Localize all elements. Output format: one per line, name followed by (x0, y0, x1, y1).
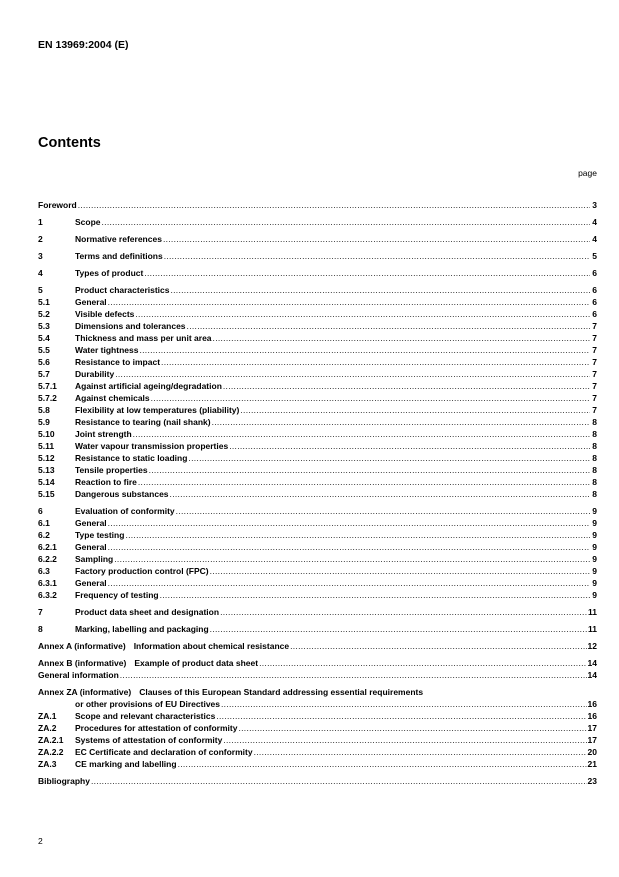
toc-page: 7 (592, 357, 597, 367)
toc-number: 4 (38, 268, 43, 278)
toc-number: 5.2 (38, 309, 50, 319)
toc-page: 16 (587, 711, 597, 721)
dot-leader (102, 216, 590, 228)
toc-entry-foreword[interactable] (38, 199, 597, 211)
dot-leader (229, 440, 590, 452)
toc-entry-annex-a[interactable] (38, 640, 597, 652)
dot-leader (187, 320, 590, 332)
toc-title: Information about chemical resistance (133, 641, 290, 651)
dot-leader (220, 606, 587, 618)
toc-number: 5.7.2 (38, 393, 57, 403)
toc-title: Type testing (75, 530, 125, 540)
toc-entry-5-7-2[interactable] (38, 392, 597, 404)
toc-title: Tensile properties (75, 465, 148, 475)
toc-entry-6-2-1[interactable] (38, 541, 597, 553)
toc-entry-general-information[interactable] (38, 669, 597, 681)
toc-entry-4[interactable] (38, 267, 597, 279)
toc-page: 12 (587, 641, 597, 651)
toc-page: 4 (592, 217, 597, 227)
dot-leader (216, 710, 586, 722)
toc-title: Thickness and mass per unit area (75, 333, 212, 343)
toc-entry-5-5[interactable] (38, 344, 597, 356)
toc-title: General (75, 542, 107, 552)
toc-title: Sampling (75, 554, 114, 564)
toc-title: General (75, 297, 107, 307)
dot-leader (164, 250, 590, 262)
dot-leader (120, 669, 587, 681)
toc-title: Frequency of testing (75, 590, 159, 600)
dot-leader (170, 488, 590, 500)
toc-entry-6-2-2[interactable] (38, 553, 597, 565)
dot-leader (188, 452, 590, 464)
toc-page: 11 (588, 607, 597, 617)
toc-page: 8 (592, 441, 597, 451)
page-number: 2 (38, 836, 43, 846)
dot-leader (138, 476, 590, 488)
dot-leader (139, 344, 590, 356)
toc-title: General (75, 578, 107, 588)
toc-title: Factory production control (FPC) (75, 566, 209, 576)
toc-page: 9 (592, 566, 597, 576)
toc-number: 5.5 (38, 345, 50, 355)
toc-number: 6 (38, 506, 43, 516)
annex-label: Annex ZA (informative) (38, 687, 132, 697)
toc-number: 3 (38, 251, 43, 261)
toc-entry-6[interactable] (38, 505, 597, 517)
toc-title: Types of product (75, 268, 144, 278)
dot-leader (144, 267, 590, 279)
toc-entry-5-9[interactable] (38, 416, 597, 428)
toc-title: Durability (75, 369, 115, 379)
toc-page: 7 (592, 393, 597, 403)
toc-number: 5.12 (38, 453, 55, 463)
contents-heading: Contents (38, 135, 101, 151)
toc-page: 17 (587, 735, 597, 745)
toc-title: CE marking and labelling (75, 759, 177, 769)
toc-number: 2 (38, 234, 43, 244)
toc-number: 6.2 (38, 530, 50, 540)
toc-title: Dangerous substances (75, 489, 169, 499)
toc-page: 6 (592, 285, 597, 295)
dot-leader (170, 284, 590, 296)
toc-title: Scope and relevant characteristics (75, 711, 216, 721)
toc-title: Joint strength (75, 429, 132, 439)
toc-title: Normative references (75, 234, 162, 244)
toc-title: Flexibility at low temperatures (pliability) (75, 405, 240, 415)
toc-number: 5.4 (38, 333, 50, 343)
toc-number: 8 (38, 624, 43, 634)
toc-page: 16 (587, 699, 597, 709)
toc-entry-5-1[interactable] (38, 296, 597, 308)
toc-entry-bibliography[interactable] (38, 775, 597, 787)
toc-entry-1[interactable] (38, 216, 597, 228)
toc-number: 5.15 (38, 489, 55, 499)
toc-page: 9 (592, 578, 597, 588)
dot-leader (125, 529, 590, 541)
toc-title: Evaluation of conformity (75, 506, 175, 516)
toc-page: 7 (592, 321, 597, 331)
page-column-label: page (578, 168, 597, 178)
toc-title: General (75, 518, 107, 528)
toc-entry-5-4[interactable] (38, 332, 597, 344)
toc-page: 8 (592, 489, 597, 499)
toc-page: 7 (592, 369, 597, 379)
toc-page: 9 (592, 590, 597, 600)
toc-page: 8 (592, 429, 597, 439)
toc-entry-6-1[interactable] (38, 517, 597, 529)
toc-number: 6.3 (38, 566, 50, 576)
toc-number: ZA.3 (38, 759, 57, 769)
dot-leader (213, 332, 590, 344)
toc-title: Systems of attestation of conformity (75, 735, 223, 745)
toc-number: ZA.2.2 (38, 747, 64, 757)
toc-page: 6 (592, 309, 597, 319)
toc-title: Water tightness (75, 345, 139, 355)
toc-number: 7 (38, 607, 43, 617)
toc-number: 6.2.1 (38, 542, 57, 552)
toc-title: Visible defects (75, 309, 135, 319)
toc-page: 9 (592, 518, 597, 528)
toc-page: 17 (587, 723, 597, 733)
toc-entry-2[interactable] (38, 233, 597, 245)
toc-entry-7[interactable] (38, 606, 597, 618)
toc-number: 5.10 (38, 429, 55, 439)
toc-number: 6.3.2 (38, 590, 57, 600)
toc-number: 5.9 (38, 417, 50, 427)
toc-number: 5.14 (38, 477, 55, 487)
toc-title: Resistance to impact (75, 357, 161, 367)
toc-entry-3[interactable] (38, 250, 597, 262)
toc-page: 8 (592, 465, 597, 475)
toc-number: 5.7.1 (38, 381, 57, 391)
dot-leader (160, 589, 590, 601)
toc-page: 14 (587, 670, 597, 680)
dot-leader (210, 623, 587, 635)
dot-leader (115, 368, 590, 380)
dot-leader (108, 517, 590, 529)
toc-entry-5-8[interactable] (38, 404, 597, 416)
document-id: EN 13969:2004 (E) (38, 39, 129, 51)
annex-label: Annex A (informative) (38, 641, 126, 651)
dot-leader (135, 308, 590, 320)
dot-leader (259, 657, 586, 669)
toc-title: Example of product data sheet (134, 658, 259, 668)
dot-leader (238, 722, 586, 734)
toc-entry-5-7[interactable] (38, 368, 597, 380)
toc-title: Clauses of this European Standard addressing essential requirements (139, 687, 424, 697)
toc-number: 5.3 (38, 321, 50, 331)
toc-number: ZA.2.1 (38, 735, 64, 745)
toc-title: Bibliography (38, 776, 90, 786)
toc-title: Product characteristics (75, 285, 170, 295)
toc-title: General information (38, 670, 119, 680)
toc-entry-5-12[interactable] (38, 452, 597, 464)
toc-page: 23 (587, 776, 597, 786)
dot-leader (133, 428, 590, 440)
dot-leader (78, 199, 590, 211)
dot-leader (254, 746, 587, 758)
dot-leader (223, 380, 590, 392)
toc-title: Marking, labelling and packaging (75, 624, 209, 634)
dot-leader (210, 565, 590, 577)
toc-entry-za-2-2[interactable] (38, 746, 597, 758)
toc-page: 7 (592, 381, 597, 391)
toc-page: 3 (592, 200, 597, 210)
toc-entry-5-14[interactable] (38, 476, 597, 488)
toc-entry-5-3[interactable] (38, 320, 597, 332)
toc-entry-za-3[interactable] (38, 758, 597, 770)
toc-entry-8[interactable] (38, 623, 597, 635)
toc-entry-5[interactable] (38, 284, 597, 296)
toc-number: 5.8 (38, 405, 50, 415)
toc-number: 6.1 (38, 518, 50, 528)
toc-title: Dimensions and tolerances (75, 321, 186, 331)
toc-page: 5 (592, 251, 597, 261)
toc-entry-6-3[interactable] (38, 565, 597, 577)
toc-entry-za-2-1[interactable] (38, 734, 597, 746)
annex-label: Annex B (informative) (38, 658, 127, 668)
toc-title: or other provisions of EU Directives (75, 699, 221, 709)
toc-title: Terms and definitions (75, 251, 163, 261)
toc-entry-annex-b[interactable] (38, 657, 597, 669)
dot-leader (178, 758, 587, 770)
toc-number: 5.6 (38, 357, 50, 367)
dot-leader (240, 404, 590, 416)
toc-title: EC Certificate and declaration of conformity (75, 747, 253, 757)
toc-page: 9 (592, 506, 597, 516)
toc-entry-annex-za-continued[interactable] (38, 698, 597, 710)
toc-entry-6-3-2[interactable] (38, 589, 597, 601)
toc-number: ZA.2 (38, 723, 57, 733)
toc-number: 5.7 (38, 369, 50, 379)
toc-title: Resistance to tearing (nail shank) (75, 417, 211, 427)
toc-page: 9 (592, 530, 597, 540)
toc-page: 6 (592, 297, 597, 307)
toc-title: Against chemicals (75, 393, 150, 403)
toc-title: Water vapour transmission properties (75, 441, 229, 451)
toc-page: 7 (592, 333, 597, 343)
toc-title: Product data sheet and designation (75, 607, 220, 617)
toc-entry-5-11[interactable] (38, 440, 597, 452)
toc-entry-6-3-1[interactable] (38, 577, 597, 589)
dot-leader (290, 640, 586, 652)
toc-page: 4 (592, 234, 597, 244)
dot-leader (91, 775, 587, 787)
toc-entry-5-10[interactable] (38, 428, 597, 440)
toc-page: 20 (587, 747, 597, 757)
toc-title: Foreword (38, 200, 77, 210)
toc-entry-za-1[interactable] (38, 710, 597, 722)
toc-title: Reaction to fire (75, 477, 137, 487)
toc-page: 9 (592, 542, 597, 552)
toc-title: Resistance to static loading (75, 453, 188, 463)
toc-title: Procedures for attestation of conformity (75, 723, 238, 733)
toc-entry-annex-za[interactable] (38, 686, 597, 698)
toc-number: 5 (38, 285, 43, 295)
toc-number: 6.3.1 (38, 578, 57, 588)
toc-entry-5-13[interactable] (38, 464, 597, 476)
toc-number: 1 (38, 217, 43, 227)
dot-leader (108, 541, 590, 553)
toc-number: ZA.1 (38, 711, 57, 721)
dot-leader (223, 734, 586, 746)
toc-number: 5.11 (38, 441, 55, 451)
dot-leader (212, 416, 590, 428)
table-of-contents (38, 199, 597, 787)
toc-page: 8 (592, 417, 597, 427)
toc-entry-6-2[interactable] (38, 529, 597, 541)
toc-number: 6.2.2 (38, 554, 57, 564)
toc-page: 14 (587, 658, 597, 668)
toc-entry-5-7-1[interactable] (38, 380, 597, 392)
dot-leader (114, 553, 590, 565)
toc-page: 6 (592, 268, 597, 278)
dot-leader (108, 577, 590, 589)
dot-leader (163, 233, 590, 245)
toc-page: 7 (592, 405, 597, 415)
toc-page: 8 (592, 453, 597, 463)
toc-entry-5-15[interactable] (38, 488, 597, 500)
toc-entry-za-2[interactable] (38, 722, 597, 734)
dot-leader (221, 698, 587, 710)
toc-title: Scope (75, 217, 101, 227)
toc-page: 21 (587, 759, 597, 769)
dot-leader (161, 356, 590, 368)
toc-page: 9 (592, 554, 597, 564)
dot-leader (176, 505, 590, 517)
toc-title: Against artificial ageing/degradation (75, 381, 222, 391)
toc-entry-5-6[interactable] (38, 356, 597, 368)
toc-page: 11 (588, 624, 597, 634)
toc-entry-5-2[interactable] (38, 308, 597, 320)
toc-number: 5.1 (38, 297, 50, 307)
toc-page: 8 (592, 477, 597, 487)
dot-leader (149, 464, 590, 476)
dot-leader (108, 296, 590, 308)
toc-page: 7 (592, 345, 597, 355)
toc-number: 5.13 (38, 465, 55, 475)
dot-leader (151, 392, 590, 404)
